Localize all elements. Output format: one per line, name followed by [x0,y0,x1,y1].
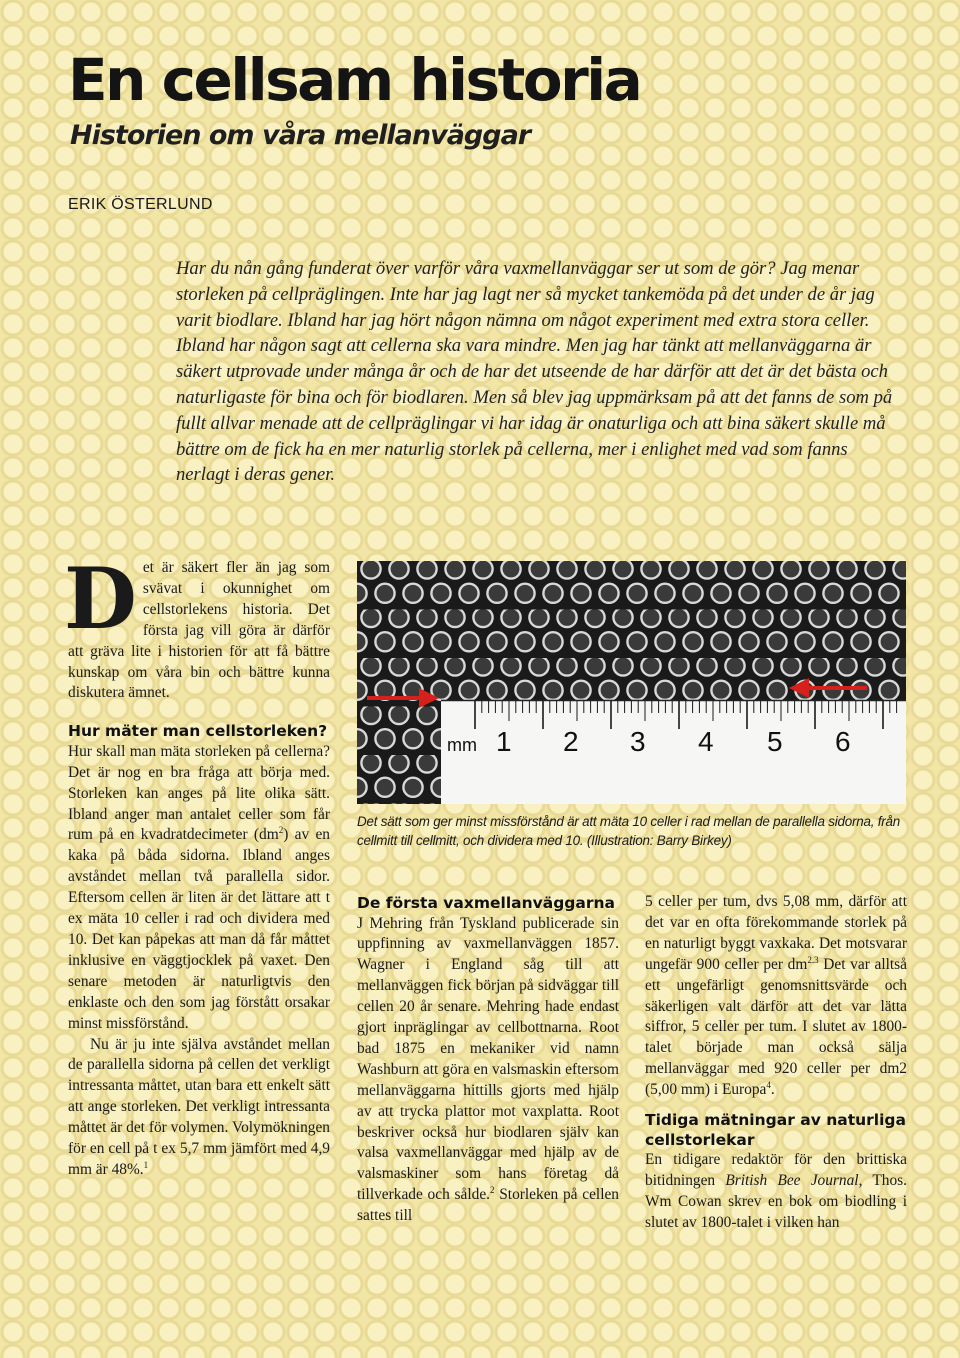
ruler-number: 3 [630,726,646,757]
article-subtitle: Historien om våra mellanväggar [70,120,531,151]
honeycomb-ruler-photo [357,561,906,804]
column-middle [357,894,619,1227]
drop-cap: D [64,549,137,648]
paragraph-cell-size: 5 celler per tum, dvs 5,08 mm, därför att det var en ofta förekommande storlek på en naturligt byggt vaxkaka. Det motsvarar ungefär 900 celler per $dm^{2.3}$ Det var alltså ett ungefärligt genomsnittsvärde och säkerligen valt därför att det var lätta siffror, 5 celler per tum. I slutet av 1800-talet började man också sälja mellanväggar med 920 celler per dm2 (5,00 mm) i Europa$^4$. [645,893,907,1099]
intro-paragraph: Har du nån gång funderat över varför våra vaxmellanväggar ser ut som de gör? Jag menar storleken på cellpräglingen. Inte har jag lagt ner så mycket tankemöda på det under de år jag varit biodlare. Ibland har jag hört någon nämna om något experiment med extra stora celler. Ibland har någon sagt att cellerna ska vara mindre. Men jag har tänkt att mellanväggarna är säkert utprovade under många år och de har det utseende de har därför att det är det bästa och naturligaste för bina och för biodlaren. Men så blev jag uppmärksam på att det fanns de som på fullt allvar menade att de cellpräglingar vi har idag är onaturliga och att bina säkert skulle må bättre om de fick ha en mer naturlig storlek på cellerna, mer i enlighet med vad som fanns nerlagt i deras gener. [176,258,893,486]
ruler-number: 6 [835,726,851,757]
ruler-unit: mm [447,735,477,755]
figure-caption: Det sätt som ger minst missförstånd är att mäta 10 celler i rad mellan de parallella sidorna, från cellmitt till cellmitt, och dividera med 10. (Illustration: Barry Birkey) [357,814,901,848]
column-right [645,892,907,1234]
paragraph-history: J Mehring från Tyskland publicerade sin uppfinning av vaxmellanväggen 1857. Wagner i England såg till att mellanväggen fick början på sidväggar till cellen 20 år senare. Mehring hade endast gjort inpräglingar av cellbottnarna. Root bad 1875 en mekaniker vid namn Washburn att göra en valsmaskin eftersom mellanväggarna hittills gjorts med hjälp av att trycka plattor mot vaxplatta. Root beskriver också hur biodlaren själv kan valsa vaxmellanväggar med hjälp av de valsmaskiner som hans företag då tillverkade och sålde.$^2$ Storleken på cellen sattes till [357,914,619,1225]
ruler-number: 5 [767,726,783,757]
heading-first-foundations: De första vaxmellanväggarna [357,894,615,912]
ruler-number: 1 [496,726,512,757]
paragraph-measure: Hur skall man mäta storleken på cellerna? Det är nog en bra fråga att börja med. Storleken kan anges på lite olika sätt. Ibland anger man antalet celler som får rum på en kvadratdecimeter $(dm^2)$ av en kaka på båda sidorna. Ibland anges avståndet mellan två parallella sidor. Eftersom cellen är liten är det lättare att t ex mäta 10 celler i rad och dividera med 10. Det kan påpekas att man då får måttet inklusive en väggtjocklek på vaxet. Den senare metoden är naturligtvis den enklaste och den som jag förstått orsakar minst missförstånd. [68,742,330,1032]
author-byline: ERIK ÖSTERLUND [68,196,213,213]
paragraph-cowan: En tidigare redaktör för den brittiska bitidningen British Bee Journal, Thos. Wm Cowan skrev en bok om biodling i slutet av 1800-talet i vilken han [645,1151,907,1231]
article-title: En cellsam historia [68,46,641,114]
paragraph-volume: Nu är ju inte själva avståndet mellan de parallella sidorna på cellen det verkligt intressanta måttet, utan bara ett enkelt sätt att ange storleken. Det verkligt intressanta måttet är det för volymen. Volymökningen för en cell på t ex 5,7 mm jämfört med 4,9 mm är 48%.$^1$ [68,1035,330,1178]
ruler-number: 2 [563,726,579,757]
heading-measure-cells: Hur mäter man cellstorleken? [68,722,328,741]
opening-paragraph: Det är säkert fler än jag som svävat i okunnighet om cellstorlekens historia. Det första jag vill göra är därför att gräva lite i historien för att få bättre kunskap om våra bin och bättre kunna diskutera ämnet. [64,549,330,702]
column-left [64,549,330,1181]
heading-early-measurements: Tidiga mätningar av naturliga cellstorlekar [645,1111,906,1149]
ruler-number: 4 [698,726,714,757]
